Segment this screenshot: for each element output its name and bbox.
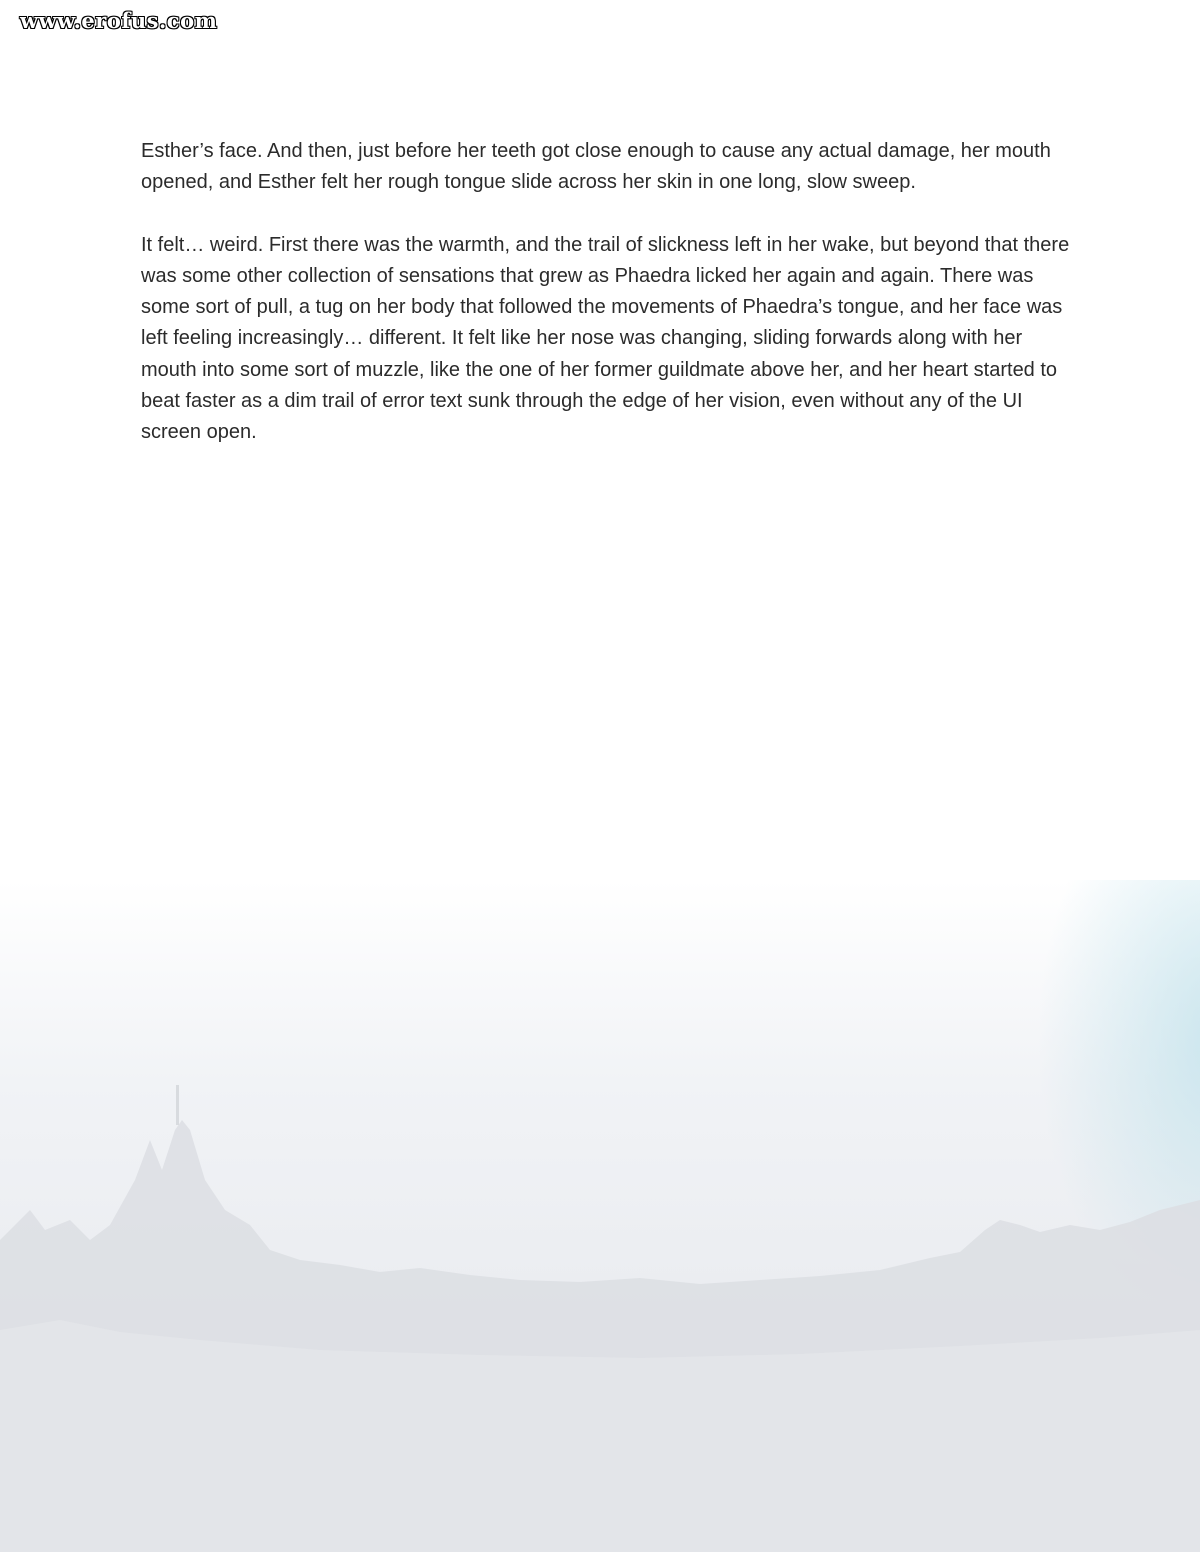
document-body bbox=[141, 136, 1071, 480]
paragraph-2: It felt… weird. First there was the warmth, and the trail of slickness left in her wake, but beyond that there was some other collection of sensations that grew as Phaedra licked her again and again. There was some sort of pull, a tug on her body that followed the movements of Phaedra’s tongue, and her face was left feeling increasingly… different. It felt like her nose was changing, sliding forwards along with her mouth into some sort of muzzle, like the one of her former guildmate above her, and her heart started to beat faster as a dim trail of error text sunk through the edge of her vision, even without any of the UI screen open. bbox=[141, 233, 1070, 444]
site-watermark: www.erofus.com bbox=[20, 8, 218, 33]
paragraph-1: Esther’s face. And then, just before her teeth got close enough to cause any actual damage, her mouth opened, and Esther felt her rough tongue slide across her skin in one long, slow sweep. bbox=[141, 140, 1051, 194]
skyline-silhouette bbox=[0, 880, 1200, 1552]
background-scenery bbox=[0, 880, 1200, 1552]
